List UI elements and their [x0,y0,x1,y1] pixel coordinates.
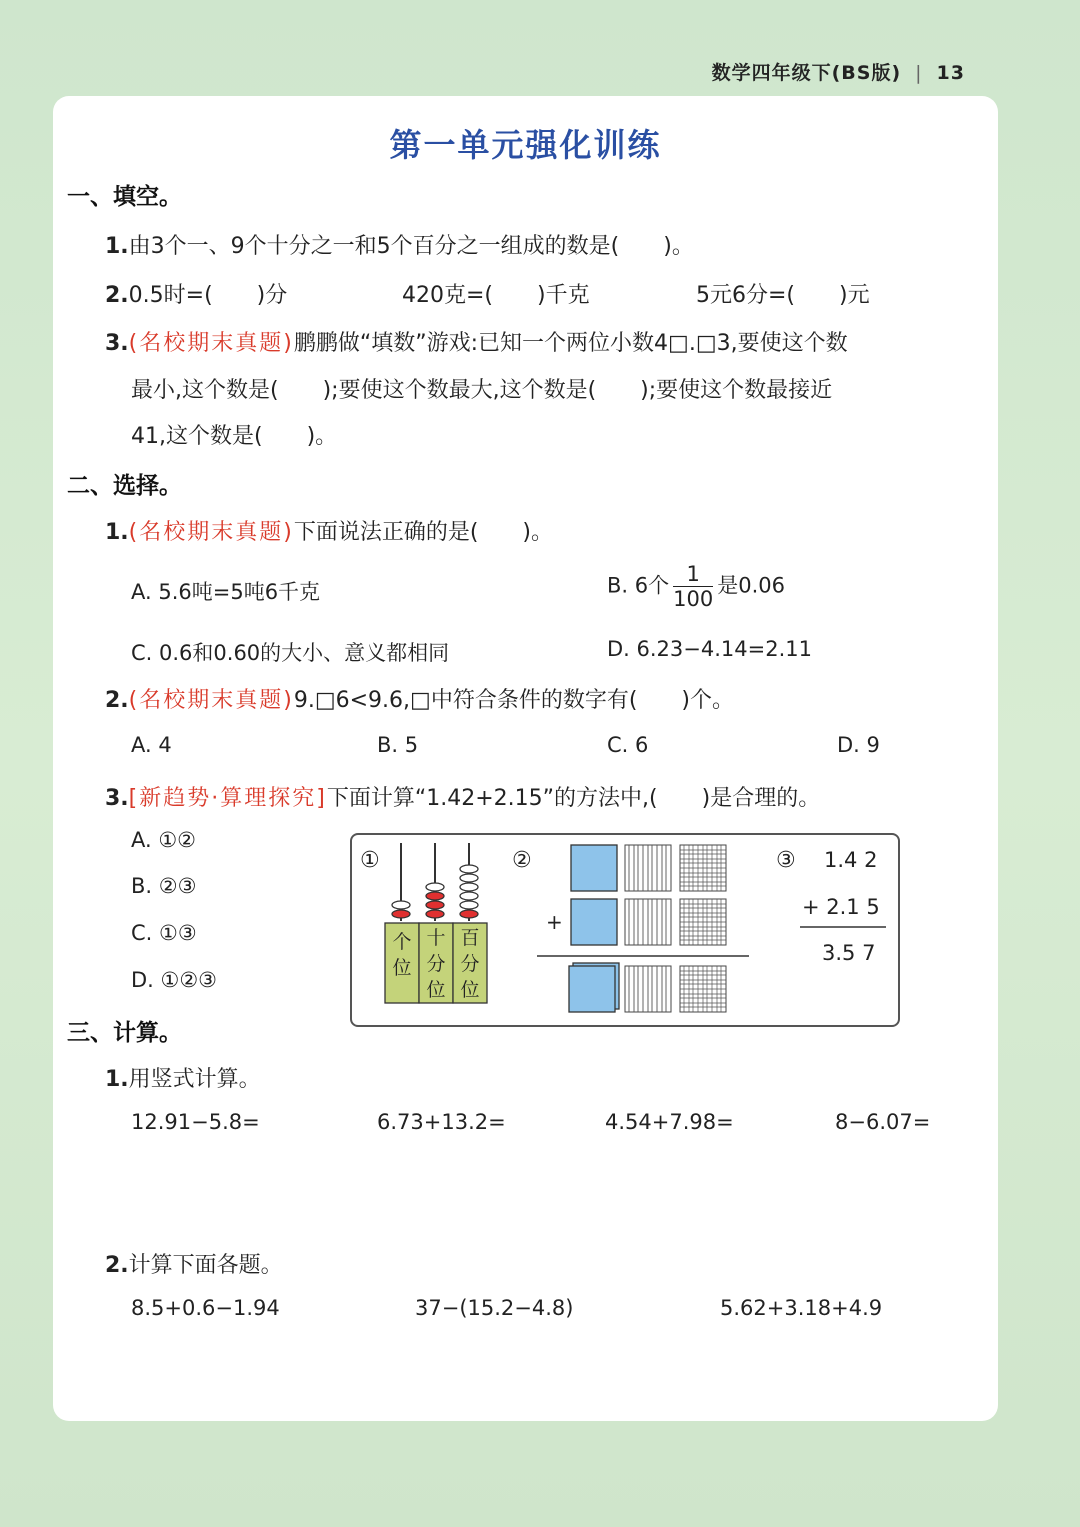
book-title: 数学四年级下(BS版) [711,62,902,84]
question-number: 2. [105,283,129,308]
calc-expr-3: 5.62+3.18+4.9 [720,1296,883,1320]
s2-question-3 [105,781,820,812]
figure-marker-3: ③ [776,848,796,873]
question-text: 计算下面各题。 [128,1253,283,1278]
s2-q1-option-d: D. 6.23−4.14=2.11 [607,637,812,661]
abacus-label-ones: 个位 [392,931,412,979]
vertical-calc-expr-1: 12.91−5.8= [131,1110,260,1134]
s2-question-2 [105,683,734,714]
s2-q2-option-c: C. 6 [607,733,649,757]
calc-expr-1: 8.5+0.6−1.94 [131,1296,280,1320]
vertical-calc-expr-2: 6.73+13.2= [377,1110,506,1134]
abacus-label-hundredths: 百分位 [460,927,480,1001]
source-tag: (名校期末真题) [128,688,294,713]
s1-question-3-line-2: 最小,这个数是( );要使这个数最大,这个数是( );要使这个数最接近 [131,378,833,403]
question-number: 1. [105,1067,129,1092]
question-number: 3. [105,786,129,811]
section-calc-heading: 三、计算。 [67,1020,182,1046]
question-text: 鹏鹏做“填数”游戏:已知一个两位小数4□.□3,要使这个数 [293,331,848,356]
source-tag: (名校期末真题) [128,520,294,545]
question-number: 2. [105,688,129,713]
fraction [673,562,713,611]
fraction-denominator: 100 [673,587,714,611]
vertical-calc-expr-4: 8−6.07= [835,1110,931,1134]
s2-q2-option-d: D. 9 [837,733,880,757]
s1-q2-part-c: 5元6分=( )元 [696,283,870,308]
page-number: 13 [936,62,965,84]
s1-q2-part-b: 420克=( )千克 [402,283,590,308]
option-b-prefix: B. 6个 [607,573,670,598]
question-text: 9.□6<9.6,□中符合条件的数字有( )个。 [293,688,734,713]
question-text: 由3个一、9个十分之一和5个百分之一组成的数是( )。 [128,234,694,259]
question-text: 下面说法正确的是( )。 [293,520,554,545]
worksheet-title: 第一单元强化训练 [389,126,662,164]
s2-q2-option-b: B. 5 [377,733,419,757]
s1-question-3-line-3: 41,这个数是( )。 [131,424,338,449]
figure-marker-1: ① [360,848,380,873]
s2-q1-option-a: A. 5.6吨=5吨6千克 [131,580,321,604]
question-text: 用竖式计算。 [128,1067,261,1092]
question-number: 1. [105,234,129,259]
s1-q2-part-a: 0.5时=( )分 [128,283,288,308]
s2-q1-option-c: C. 0.6和0.60的大小、意义都相同 [131,641,450,665]
header-separator: | [915,62,923,84]
s1-question-1 [105,229,694,260]
s2-q2-option-a: A. 4 [131,733,172,757]
s1-question-2-number [105,278,287,309]
section-choice-heading: 二、选择。 [67,473,182,499]
s1-question-3-line-1 [105,326,848,357]
source-tag: (名校期末真题) [128,331,294,356]
fraction-numerator: 1 [673,562,713,587]
vertical-calc-result: 3.5 7 [822,941,876,965]
s2-q3-option-c: C. ①③ [131,921,197,945]
question-number: 1. [105,520,129,545]
s2-q1-option-b [607,562,785,611]
option-b-suffix: 是0.06 [717,573,785,598]
calc-expr-2: 37−(15.2−4.8) [415,1296,574,1320]
abacus-label-tenths: 十分位 [426,927,446,1001]
s2-q3-option-a: A. ①② [131,828,196,852]
page-header [712,58,965,85]
method-figure [350,833,900,1027]
question-number: 3. [105,331,129,356]
figure-plus-sign: + [546,910,563,934]
figure-marker-2: ② [512,848,532,873]
s2-q3-option-b: B. ②③ [131,874,197,898]
section-fill-blank-heading: 一、填空。 [67,184,182,210]
s2-question-1 [105,515,553,546]
s2-q3-option-d: D. ①②③ [131,968,217,992]
s3-question-2 [105,1248,283,1279]
worksheet-card [53,96,998,1421]
vertical-calc-line-1: 1.4 2 [824,848,878,872]
place-value-blocks [537,845,749,1012]
s3-question-1 [105,1062,261,1093]
vertical-calc-line-2: + 2.1 5 [802,895,880,919]
question-text: 下面计算“1.42+2.15”的方法中,( )是合理的。 [326,786,821,811]
question-number: 2. [105,1253,129,1278]
source-tag: [新趋势·算理探究] [128,786,327,811]
vertical-calc-expr-3: 4.54+7.98= [605,1110,734,1134]
